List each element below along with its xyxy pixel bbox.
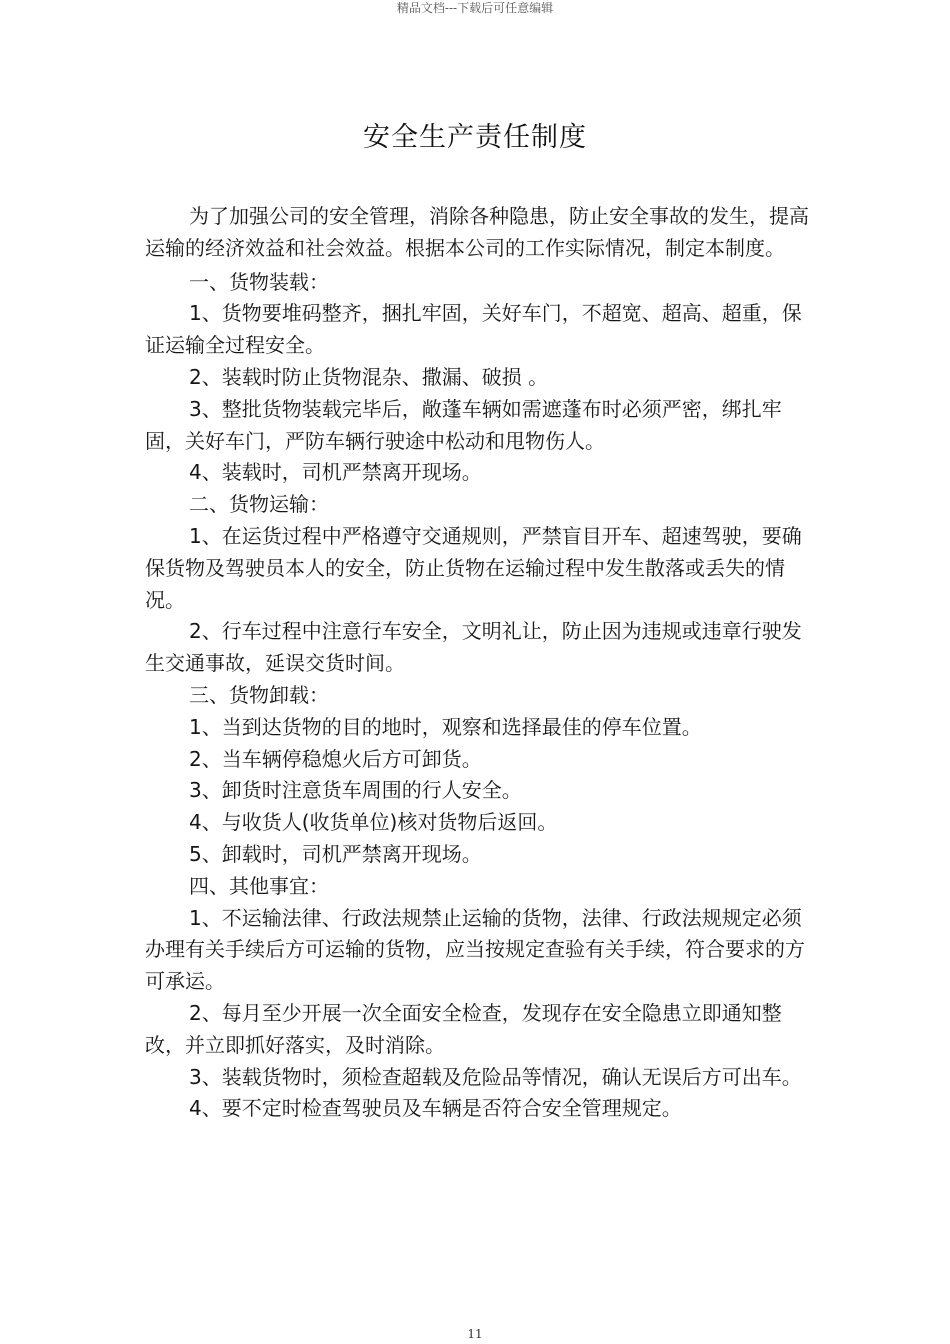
section-heading-other: 四、其他事宜： — [189, 873, 329, 898]
paragraph: 1、不运输法律、行政法规禁止运输的货物，法律、行政法规规定必须办理有关手续后方可运输的货物，应当按规定查验有关手续，符合要求的方可承运。 — [145, 905, 805, 994]
paragraph: 2、当车辆停稳熄火后方可卸货。 — [189, 746, 482, 771]
paragraph: 4、要不定时检查驾驶员及车辆是否符合安全管理规定。 — [189, 1096, 682, 1121]
document-title: 安全生产责任制度 — [363, 122, 587, 153]
section-heading-loading: 一、货物装载： — [189, 269, 329, 294]
paragraph: 4、与收货人(收货单位)核对货物后返回。 — [189, 810, 558, 835]
paragraph: 3、整批货物装载完毕后，敞蓬车辆如需遮蓬布时必须严密，绑扎牢固，关好车门，严防车辆行驶途中松动和甩物伤人。 — [145, 396, 782, 453]
paragraph: 5、卸载时，司机严禁离开现场。 — [189, 841, 482, 866]
paragraph: 2、每月至少开展一次全面安全检查，发现存在安全隐患立即通知整改，并立即抓好落实，及时消除。 — [145, 1000, 782, 1057]
paragraph: 1、当到达货物的目的地时，观察和选择最佳的停车位置。 — [189, 714, 702, 739]
section-heading-unloading: 三、货物卸载： — [189, 682, 329, 707]
page-number: 11 — [467, 1327, 483, 1341]
paragraph: 2、装载时防止货物混杂、撒漏、破损 。 — [189, 364, 549, 389]
paragraph: 1、在运货过程中严格遵守交通规则，严禁盲目开车、超速驾驶，要确保货物及驾驶员本人的安全，防止货物在运输过程中发生散落或丢失的情况。 — [145, 523, 802, 612]
header-note: 精品文档---下载后可任意编辑 — [396, 1, 554, 15]
section-heading-transport: 二、货物运输： — [189, 492, 329, 517]
paragraph: 3、装载货物时，须检查超载及危险品等情况，确认无误后方可出车。 — [189, 1064, 802, 1089]
document-body — [145, 201, 815, 1125]
paragraph: 3、卸货时注意货车周围的行人安全。 — [189, 778, 522, 803]
paragraph: 1、货物要堆码整齐，捆扎牢固，关好车门，不超宽、超高、超重，保证运输全过程安全。 — [145, 301, 802, 358]
paragraph: 2、行车过程中注意行车安全，文明礼让，防止因为违规或违章行驶发生交通事故，延误交货时间。 — [145, 619, 802, 676]
paragraph: 4、装载时，司机严禁离开现场。 — [189, 460, 482, 485]
intro-paragraph: 为了加强公司的安全管理，消除各种隐患，防止安全事故的发生，提高运输的经济效益和社会效益。根据本公司的工作实际情况，制定本制度。 — [145, 204, 809, 260]
